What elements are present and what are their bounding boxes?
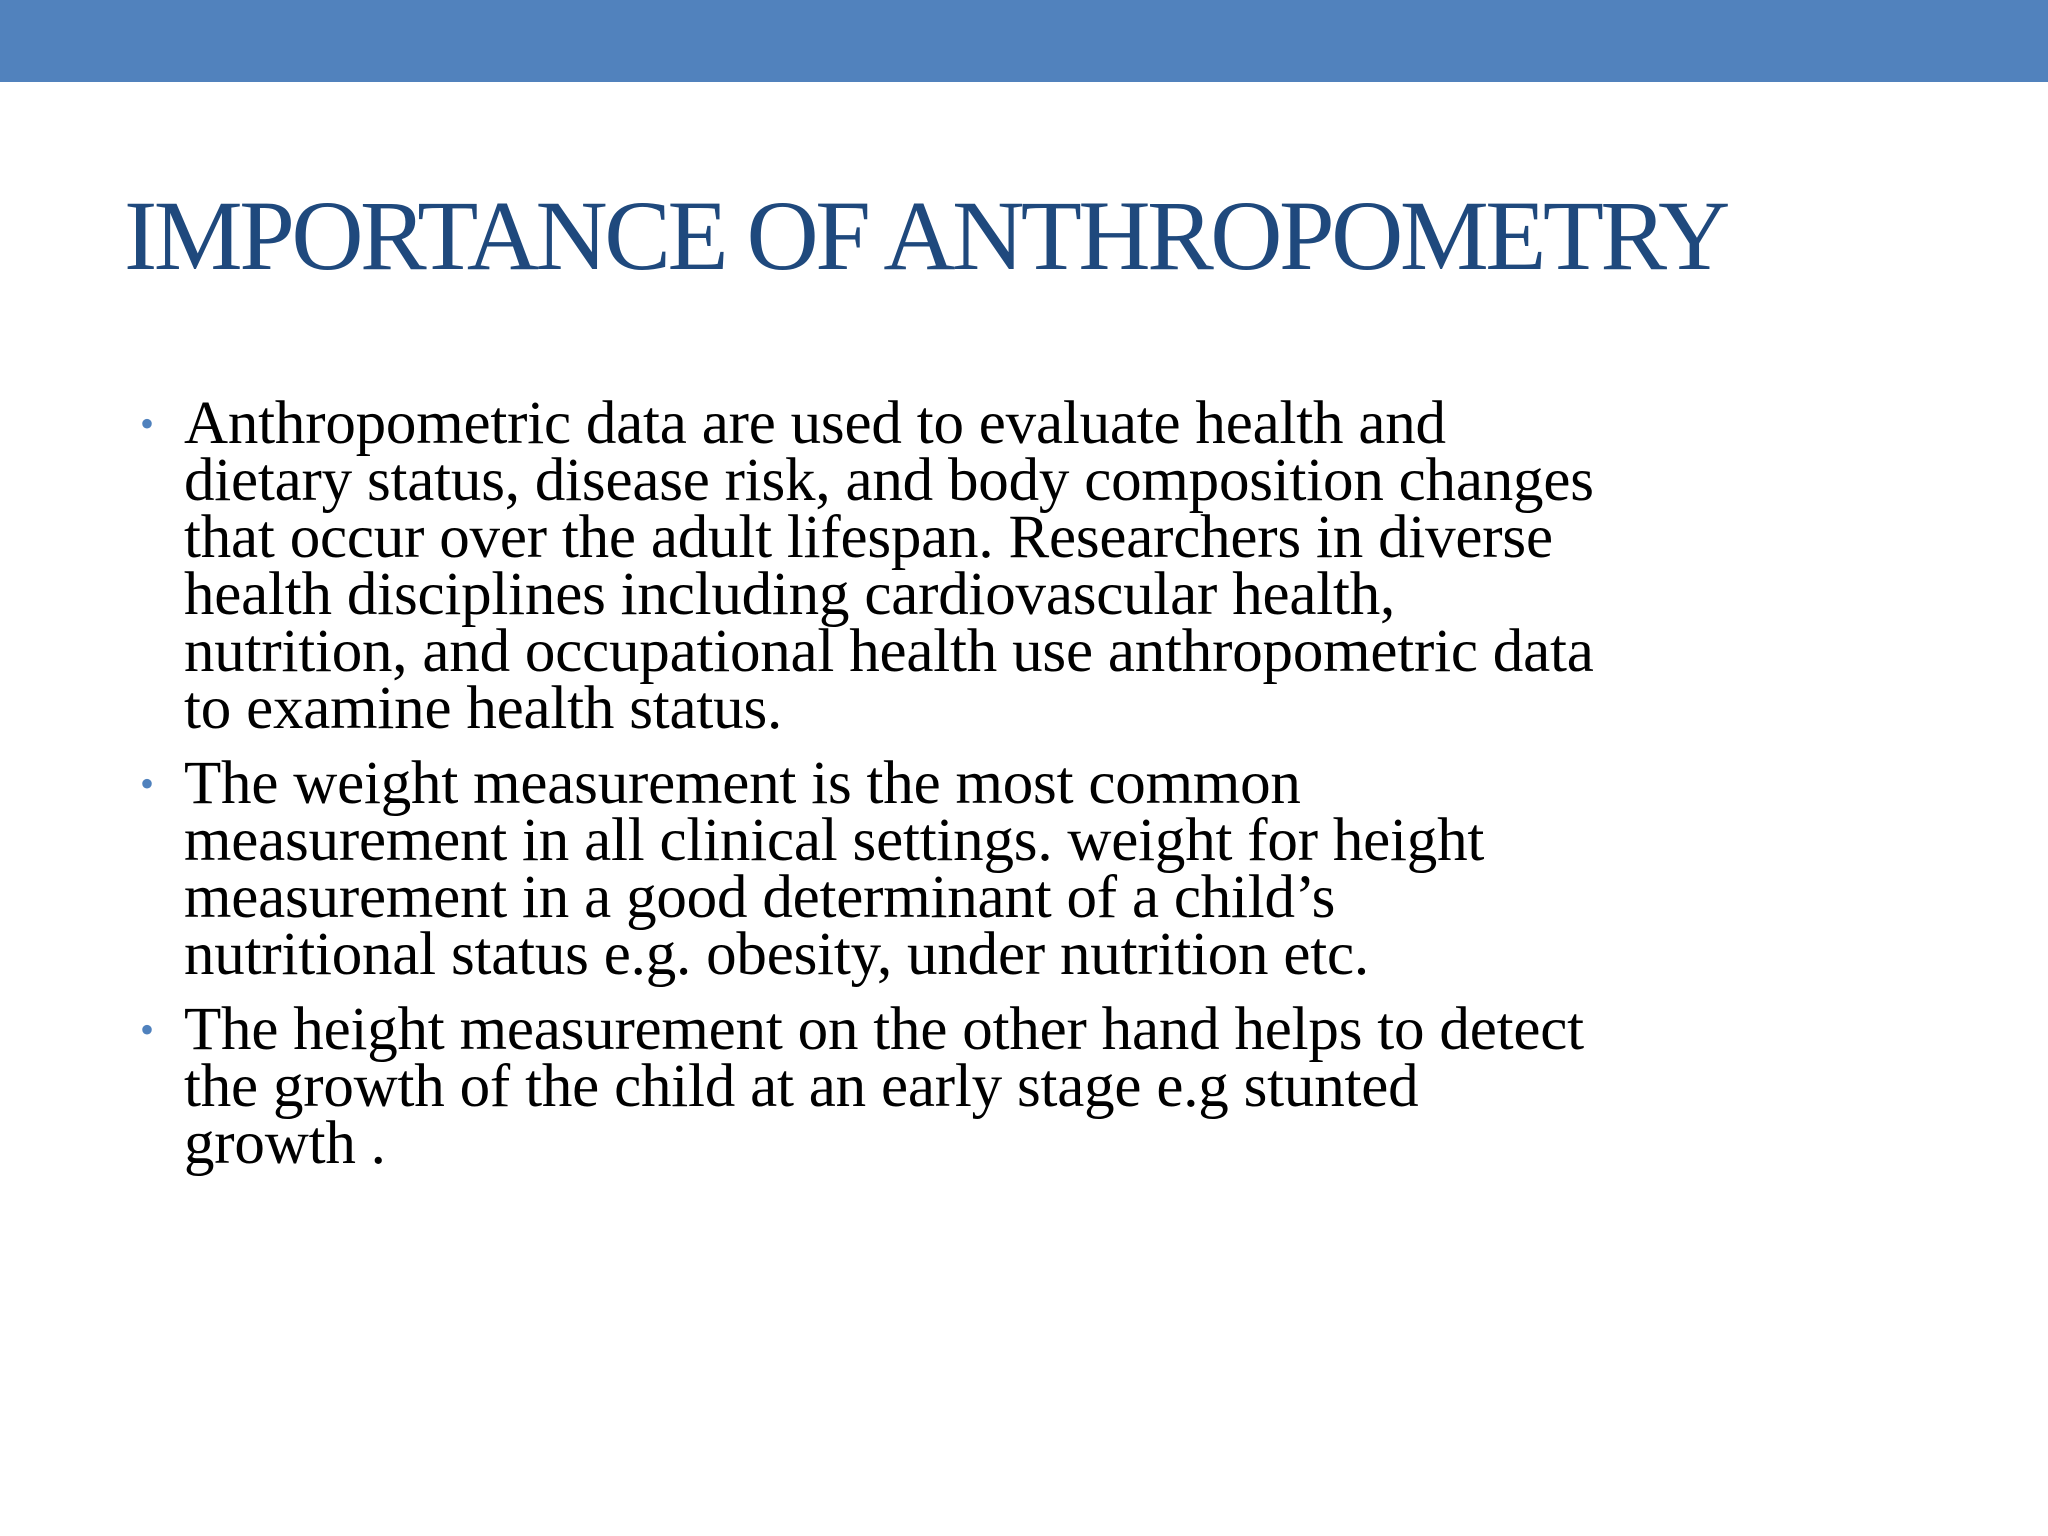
bullet-text-line: Anthropometric data are used to evaluate health and [184,390,1446,457]
bullet-text-line: nutritional status e.g. obesity, under nutrition etc. [184,921,1369,988]
bullet-text-line: to examine health status. [184,675,783,742]
bullet-marker-icon: • [140,761,154,806]
bullet-text-line: health disciplines including cardiovascular health, [184,561,1396,628]
bullet-text-line: dietary status, disease risk, and body composition changes [184,447,1594,514]
bullet-text-line: growth . [184,1110,386,1177]
top-accent-bar [0,0,2048,82]
bullet-text-line: measurement in a good determinant of a child’s [184,864,1336,931]
bullet-item [140,390,1800,742]
bullet-marker-icon: • [140,1007,154,1052]
slide-title: IMPORTANCE OF ANTHROPOMETRY [124,180,1727,291]
bullet-item [140,996,1800,1177]
bullet-text-line: that occur over the adult lifespan. Researchers in diverse [184,504,1553,571]
bullet-text-line: The height measurement on the other hand helps to detect [184,996,1584,1063]
bullet-text-line: The weight measurement is the most common [184,750,1301,817]
bullet-text-line: the growth of the child at an early stage e.g stunted [184,1053,1419,1120]
bullet-list [140,390,1800,1190]
bullet-marker-icon: • [140,401,154,446]
bullet-item [140,750,1800,988]
bullet-text-line: nutrition, and occupational health use anthropometric data [184,618,1594,685]
bullet-text-line: measurement in all clinical settings. weight for height [184,807,1485,874]
